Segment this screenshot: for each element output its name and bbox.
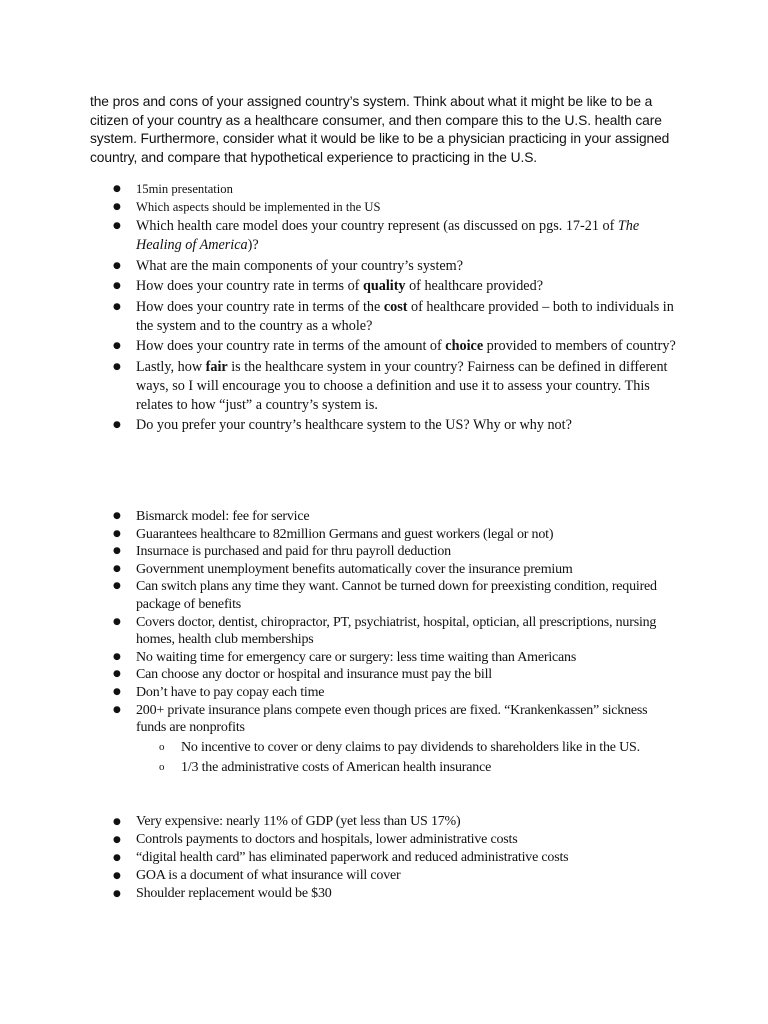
sub-list-item bbox=[136, 758, 678, 777]
list-item-text: Which aspects should be implemented in the US bbox=[136, 200, 381, 214]
bullet-icon: ● bbox=[113, 184, 121, 194]
bullet-icon: ● bbox=[113, 361, 121, 372]
germany-system-notes-list bbox=[0, 508, 768, 777]
list-item bbox=[0, 199, 768, 216]
list-item-text: Shoulder replacement would be $30 bbox=[136, 886, 332, 901]
list-item bbox=[0, 649, 768, 667]
bullet-icon: ● bbox=[113, 686, 121, 697]
sub-list-item-text: No incentive to cover or deny claims to pay dividends to shareholders like in the US. bbox=[181, 739, 640, 755]
bullet-icon: ● bbox=[113, 221, 121, 231]
presentation-questions-list bbox=[0, 181, 768, 437]
list-item-text: What are the main components of your country’s system? bbox=[136, 257, 464, 274]
bullet-icon: ● bbox=[113, 669, 121, 680]
sub-list-item-text: 1/3 the administrative costs of American health insurance bbox=[181, 759, 492, 775]
list-item-text: “digital health card” has eliminated paperwork and reduced administrative costs bbox=[136, 850, 569, 865]
bullet-icon: ● bbox=[113, 528, 121, 539]
emphasis-term: quality bbox=[362, 278, 406, 294]
bullet-icon: ● bbox=[113, 341, 121, 351]
list-item-text: GOA is a document of what insurance will cover bbox=[136, 868, 401, 883]
bullet-icon: ● bbox=[113, 420, 121, 430]
list-item bbox=[0, 277, 768, 296]
list-item bbox=[0, 358, 768, 415]
list-item-text-part: Lastly, how bbox=[136, 358, 206, 375]
bullet-icon: ● bbox=[113, 889, 121, 899]
bullet-icon: ● bbox=[113, 202, 121, 212]
list-item-text-part: of healthcare provided? bbox=[405, 278, 544, 294]
list-item-text-part: is the healthcare system in your country? Fairness can be defined in different ways, so I will encourage you to choose a definition and use it to assess your country. This relates to how “just” a country’s system is. bbox=[136, 358, 668, 413]
list-item bbox=[0, 561, 768, 579]
list-item bbox=[0, 181, 768, 198]
list-item bbox=[0, 526, 768, 544]
list-item bbox=[0, 813, 768, 831]
bullet-icon: ● bbox=[113, 301, 121, 312]
list-item-text: Guarantees healthcare to 82million Germans and guest workers (legal or not) bbox=[136, 526, 554, 542]
list-item-text: 200+ private insurance plans compete even though prices are fixed. “Krankenkassen” sickness funds are nonprofits bbox=[136, 702, 648, 736]
bullet-icon: ● bbox=[113, 581, 121, 592]
list-item-text: Do you prefer your country’s healthcare system to the US? Why or why not? bbox=[136, 417, 572, 433]
list-item-text: Can switch plans any time they want. Cannot be turned down for preexisting condition, required package of benefits bbox=[136, 579, 657, 612]
sickness-funds-sublist bbox=[136, 738, 678, 777]
list-item bbox=[0, 217, 768, 255]
cost-notes-list bbox=[0, 813, 768, 903]
list-item bbox=[0, 867, 768, 885]
list-item bbox=[0, 702, 768, 777]
list-item bbox=[0, 337, 768, 356]
bullet-icon: ● bbox=[113, 563, 121, 574]
list-item bbox=[0, 614, 768, 649]
list-item bbox=[0, 831, 768, 849]
bullet-icon: ● bbox=[113, 651, 121, 662]
list-item-text: Bismarck model: fee for service bbox=[136, 509, 310, 524]
list-item-text-part: )? bbox=[247, 237, 259, 253]
list-item-text bbox=[136, 277, 678, 296]
list-item bbox=[0, 666, 768, 684]
list-item-text-part: How does your country rate in terms of bbox=[136, 278, 363, 294]
list-item-text: Covers doctor, dentist, chiropractor, PT, psychiatrist, hospital, optician, all prescriptions, nursing homes, health club memberships bbox=[136, 614, 657, 648]
book-title: The Healing of America bbox=[136, 218, 640, 253]
list-item bbox=[0, 578, 768, 613]
list-item bbox=[0, 849, 768, 867]
intro-paragraph: the pros and cons of your assigned country’s system. Think about what it might be like to be a citizen of your country as a healthcare consumer, and then compare this to the U.S. health care system. Furthermore, consider what it would be like to be a physician practicing in your assigned country, and compare that hypothetical experience to practicing in the U.S. bbox=[90, 94, 670, 165]
list-item bbox=[0, 684, 768, 702]
bullet-icon: ● bbox=[113, 704, 121, 715]
list-item-text-part: provided to members of country? bbox=[483, 338, 676, 354]
list-item-text: Very expensive: nearly 11% of GDP (yet less than US 17%) bbox=[136, 814, 461, 829]
list-item-text: Insurnace is purchased and paid for thru payroll deduction bbox=[136, 544, 451, 560]
bullet-icon: ● bbox=[113, 511, 121, 521]
bullet-icon: ● bbox=[113, 281, 121, 291]
hollow-bullet-icon: o bbox=[159, 760, 165, 773]
list-item bbox=[0, 508, 768, 526]
hollow-bullet-icon: o bbox=[159, 740, 165, 753]
list-item-text bbox=[136, 358, 678, 415]
list-item bbox=[0, 257, 768, 276]
bullet-icon: ● bbox=[113, 871, 121, 881]
bullet-icon: ● bbox=[113, 616, 121, 627]
bullet-icon: ● bbox=[113, 817, 121, 827]
sub-list-item bbox=[136, 738, 678, 757]
list-item-text: Don’t have to pay copay each time bbox=[136, 684, 325, 700]
list-item bbox=[0, 416, 768, 435]
list-item-text-part: of healthcare provided – both to individuals in the system and to the country as a whole? bbox=[136, 298, 674, 334]
list-item-text bbox=[136, 298, 678, 336]
list-item-text-part: Which health care model does your country represent (as discussed on pgs. 17-21 of bbox=[136, 218, 618, 234]
emphasis-term: fair bbox=[205, 358, 228, 375]
bullet-icon: ● bbox=[113, 835, 121, 845]
list-item-text-part: How does your country rate in terms of the bbox=[136, 298, 384, 315]
bullet-icon: ● bbox=[113, 546, 121, 557]
list-item-text-part: How does your country rate in terms of the amount of bbox=[136, 338, 446, 354]
bullet-icon: ● bbox=[113, 260, 121, 271]
list-item-text: Government unemployment benefits automatically cover the insurance premium bbox=[136, 561, 573, 577]
list-item bbox=[0, 543, 768, 561]
emphasis-term: choice bbox=[445, 338, 484, 354]
list-item-text: Can choose any doctor or hospital and insurance must pay the bill bbox=[136, 667, 492, 683]
list-item-text: No waiting time for emergency care or surgery: less time waiting than Americans bbox=[136, 649, 577, 665]
list-item-text: Controls payments to doctors and hospitals, lower administrative costs bbox=[136, 832, 518, 847]
list-item bbox=[0, 885, 768, 903]
list-item-text bbox=[136, 337, 678, 356]
list-item-text bbox=[136, 217, 678, 255]
list-item-text: 15min presentation bbox=[136, 182, 233, 196]
bullet-icon: ● bbox=[113, 853, 121, 863]
list-item bbox=[0, 298, 768, 336]
emphasis-term: cost bbox=[383, 298, 408, 315]
